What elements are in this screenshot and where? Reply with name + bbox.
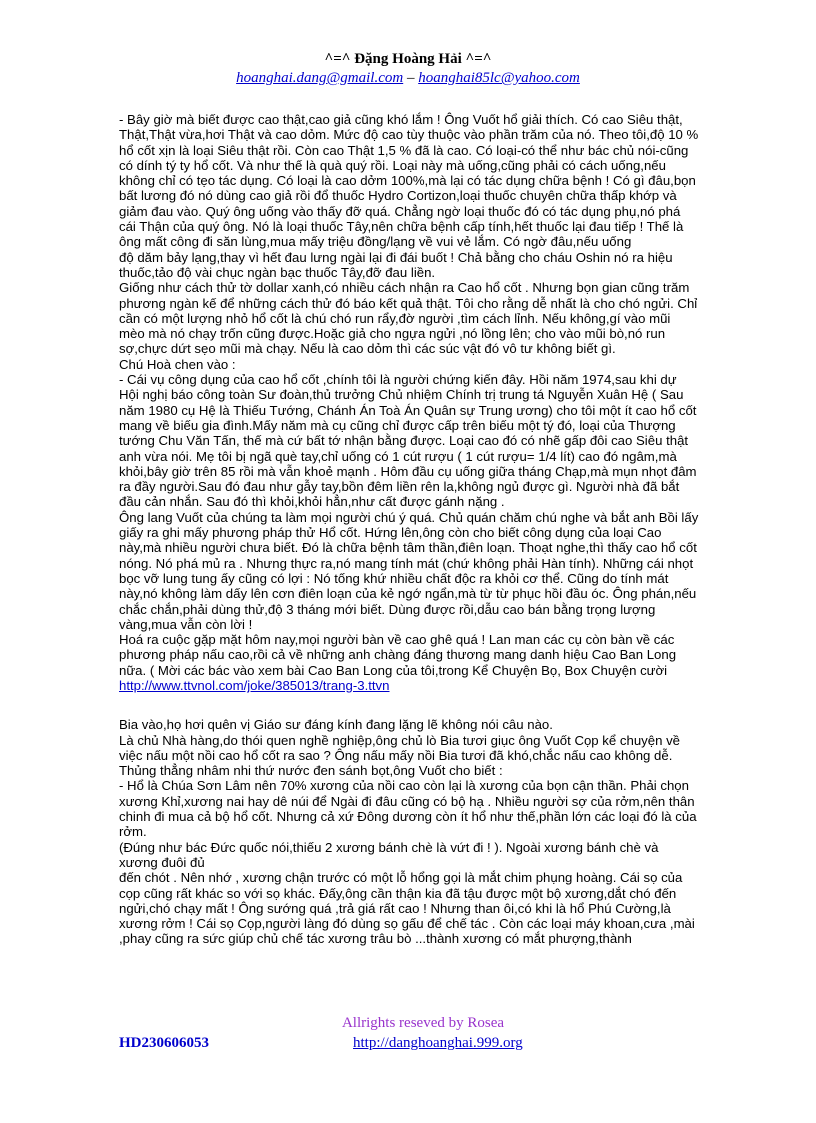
paragraph: Giống như cách thử tờ dollar xanh,có nhiều cách nhận ra Cao hổ cốt . Nhưng bọn gian cũng trăm phương ngàn kế để những cách thử đó báo kết quả thật. Tôi cho rằng dễ nhất là cho chó ngửi. Chỉ cần có một lượng nhỏ hổ cốt là chú chó run rẩy,đờ người ,tìm cách lỉnh. Nếu không,gí vào mũi mèo mà nó chạy trốn cũng được.Hoặc giả cho ngựa ngửi ,nó lồng lên; cho vào mũi bò,nó run sợ,chực dứt sẹo mũi mà chạy. Nếu là cao dỏm thì các súc vật đó vô tư không biết gì. <box>119 280 698 357</box>
email-separator: – <box>403 70 419 86</box>
paragraph: Chú Hoà chen vào : <box>119 356 236 372</box>
footer-site-link[interactable]: http://danghoanghai.999.org <box>353 1035 523 1051</box>
footer-url <box>353 1035 523 1052</box>
paragraph: Là chủ Nhà hàng,do thói quen nghề nghiệp,ông chủ lò Bia tươi giục ông Vuốt Cọp kể chuyện về việc nấu một nồi cao hổ cốt ra sao ? Ông nấu mấy nồi Bia tươi đã khó,chắc nấu cao không dễ. Thủng thẳng nhâm nhi thứ nước đen sánh bọt,ông Vuốt cho biết : <box>119 732 681 779</box>
paragraph-gap <box>119 693 699 717</box>
footer-doc-id: HD230606053 <box>119 1035 209 1051</box>
paragraph: đến chót . Nên nhớ , xương chận trước có một lỗ hổng gọi là mắt chim phụng hoàng. Cái sọ của cọp cũng rất khác so với sọ khác. Đấy,ông cần thận kia đã tậu được một bộ xương,dắt chó đến ngửi,chó chạy mất ! Ông sướng quá ,trả giá rất cao ! Nhưng than ôi,có khi là hổ Phú Cường,là xương rởm ! Cái sọ Cọp,người làng đó dùng sọ gấu để chế tác . Còn các loại máy khoan,cưa ,mài ,phay cũng ra sức giúp chủ chế tác xương trâu bò ...thành xương có mắt phượng,thành <box>119 870 695 947</box>
paragraph: Bia vào,họ hơi quên vị Giáo sư đáng kính đang lặng lẽ không nói câu nào. <box>119 717 553 733</box>
footer-rights: Allrights reseved by Rosea <box>341 1015 505 1031</box>
author-emails <box>0 69 816 88</box>
paragraph: - Cái vụ công dụng của cao hổ cốt ,chính tôi là người chứng kiến đây. Hồi năm 1974,sau khi dự Hội nghị báo công toàn Sư đoàn,thủ trưởng Chủ nhiệm Chính trị trung tá Nguyễn Xuân Hệ ( Sau năm 1980 cụ Hệ là Thiếu Tướng, Chánh Án Toà Án Quân sự Trung ương) cho tôi một ít cao hổ cốt mang về biếu gia đình.Mấy năm mà cụ cũng chỉ được cấp trên biếu một tý đó, loại của Thượng tướng Chu Văn Tấn, thế mà cứ bất tớ nhận bằng được. Loại cao đó có nhẽ gấp đôi cao Siêu thật anh vừa nói. Mẹ tôi bị ngã què tay,chỉ uống có 1 cút rượu ( 1 cút rượu= 1/4 lít) cao đó ngâm,mà khỏi,bây giờ trên 85 rồi mà vẫn khoẻ mạnh . Hôm đầu cụ uống giữa tháng Chạp,mà mụn nhọt đâm ra đầy người.Sau đó đau như gẫy tay,bồn đêm liền rên la,không ngủ được gì. Người nhà đã bắt đầu cản nhắn. Sau đó thì khỏi,khỏi hẳn,như cất được gánh nặng . <box>119 372 697 510</box>
email-link-yahoo[interactable]: hoanghai85lc@yahoo.com <box>418 70 580 86</box>
paragraph: Ông lang Vuốt của chúng ta làm mọi người chú ý quá. Chủ quán chăm chú nghe và bắt anh Bồi lấy giấy ra ghi mấy phương pháp thử Hổ cốt. Hứng lên,ông còn cho biết công dụng của loại Cao này,mà nhiều người chưa biết. Đó là chữa bệnh tâm thần,điên loạn. Thoạt nghe,thì thấy cao hổ cốt nóng. Nó phá mủ ra . Nhưng thực ra,nó mang tính mát (chứ không phải Hàn tính). Những cái nhọt bọc vỡ lung tung ấy cũng có lợi : Nó tống khứ nhiều chất độc ra khỏi cơ thể. Cũng do tính mát này,nó không làm dấy lên cơn điên loạn của kẻ ngớ ngẩn,mà từ từ phục hồi đầu óc. Ông phán,nếu chắc chắn,phải dùng thử,độ 3 tháng mới biết. Dùng được rồi,dẫu cao bán bằng trọng lượng vàng,mua vẫn còn lời ! <box>119 509 699 632</box>
paragraph: (Đúng như bác Đức quốc nói,thiếu 2 xương bánh chè là vứt đi ! ). Ngoài xương bánh chè và xương đuôi đủ <box>119 839 659 870</box>
paragraph: - Hổ là Chúa Sơn Lâm nên 70% xương của nồi cao còn lại là xương của bọn cận thần. Phải chọn xương Khỉ,xương nai hay dê núi để Ngài đi đâu cũng có bộ hạ . Nhiều người sợ của rởm,nên thân chinh đi mua cả bộ hổ cốt. Nhưng cả xứ Đông dương còn ít hổ như thế,phần lớn các loại đó là của rởm. <box>119 778 697 840</box>
email-link-gmail[interactable]: hoanghai.dang@gmail.com <box>236 70 404 86</box>
paragraph: - Bây giờ mà biết được cao thật,cao giả cũng khó lắm ! Ông Vuốt hổ giải thích. Có cao Siêu thật, Thật,Thật vừa,hơi Thật và cao dỏm. Mức độ cao tùy thuộc vào phần trăm của nó. Theo tôi,độ 10 % hổ cốt xịn là loại Siêu thật rồi. Còn cao Thật 1,5 % đã là cao. Có loại-có thể như bác chủ nói-cũng có dính tý ty hổ cốt. Và như thế là quà quý rồi. Loại này mà uống,cũng phải có cách uống,nếu không chỉ có tẹo tác dụng. Có loại là cao dởm 100%,mà lại có tác dụng chữa bệnh ! Có gì đâu,bọn bất lương đó nó dùng cao giả rồi đổ thuốc Hydro Cortizon,loại thuốc chuyên chữa thấp khớp và giảm đau vào. Quý ông uống vào thấy đỡ quá. Chẳng ngờ loại thuốc đó có tác dụng phụ,nó phá cái Thận của quý ông. Nó là loại thuốc Tây,nên chữa bệnh cấp tính,hết thuốc lại đau tiếp ! Thế là ông mất công đi săn lùng,mua mấy triệu đồng/lạng về vui vẻ lắm. Có ngờ đâu,nếu uống <box>119 112 699 250</box>
paragraph: Hoá ra cuộc gặp mặt hôm nay,mọi người bàn về cao ghê quá ! Lan man các cụ còn bàn về các phương pháp nấu cao,rồi cả về những anh chàng đáng thương mang danh hiệu Cao Ban Long nữa. ( Mời các bác vào xem bài Cao Ban Long của tôi,trong Kể Chuyện Bọ, Box Chuyện cười <box>119 632 677 678</box>
page-header <box>0 50 816 88</box>
paragraph: độ dăm bảy lạng,thay vì hết đau lưng ngài lại đi đái buốt ! Chả bằng cho cháu Oshin nó ra hiệu thuốc,tảo độ vài chục ngàn bạc thuốc Tây,đỡ đau liền. <box>119 249 673 280</box>
document-body <box>119 112 699 947</box>
author-title: ^=^ Đặng Hoàng Hải ^=^ <box>324 51 492 67</box>
forum-link[interactable]: http://www.ttvnol.com/joke/385013/trang-3.ttvn <box>119 677 390 693</box>
